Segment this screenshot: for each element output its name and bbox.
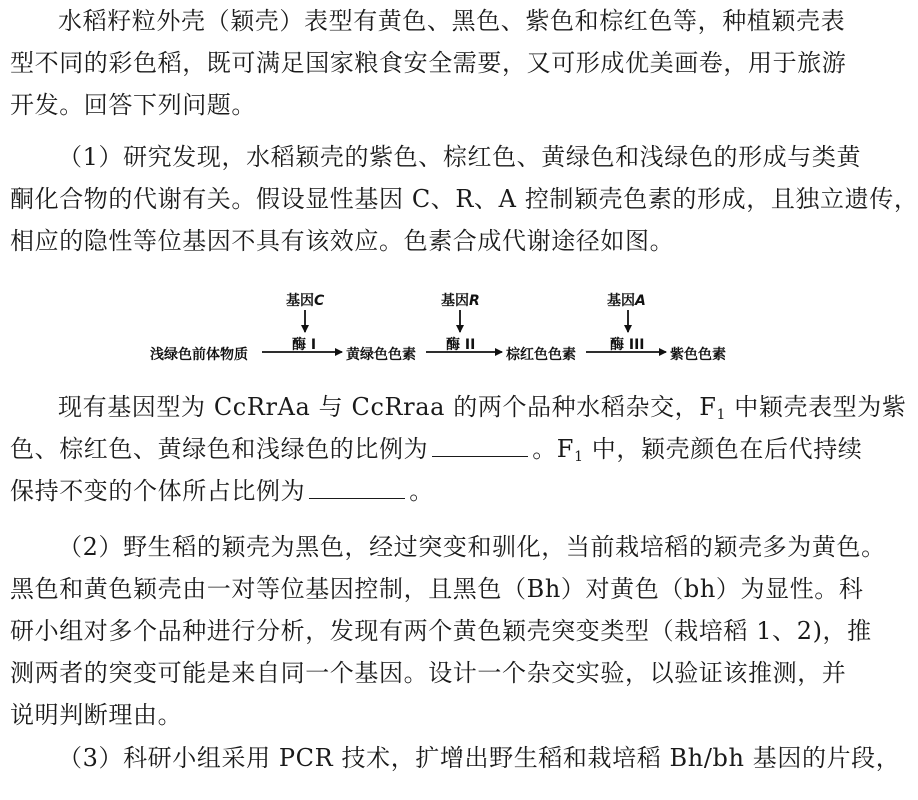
q3-line-1: （3）科研小组采用 PCR 技术，扩增出野生稻和栽培稻 Bh/bh 基因的片段， xyxy=(58,744,901,772)
q1-cross-line-1: 现有基因型为 CcRrAa 与 CcRraa 的两个品种水稻杂交，$F_1$ 中颖壳表型为紫 xyxy=(58,393,907,423)
q2-line-5: 说明判断理由。 xyxy=(10,701,183,729)
q1-cross-line-2: 色、棕红色、黄绿色和浅绿色的比例为 。$F_1$ 中，颖壳颜色在后代持续 xyxy=(10,435,863,465)
q2-line-2: 黑色和黄色颖壳由一对等位基因控制，且黑色（Bh）对黄色（bh）为显性。科 xyxy=(10,575,864,603)
answer-blank-proportion[interactable] xyxy=(309,476,405,499)
gene-r-label: 基因R xyxy=(441,293,480,309)
q2-line-3: 研小组对多个品种进行分析，发现有两个黄色颖壳突变类型（栽培稻 1、2)，推 xyxy=(10,617,872,645)
intro-line-2: 型不同的彩色稻，既可满足国家粮食安全需要，又可形成优美画卷，用于旅游 xyxy=(10,49,847,77)
yellow-green-pigment-node: 黄绿色色素 xyxy=(346,347,416,363)
gene-c-label: 基因C xyxy=(286,293,325,309)
pigment-pathway-diagram xyxy=(140,282,760,374)
enzyme-3-label: 酶 III xyxy=(610,337,645,353)
q1-line-1: （1）研究发现，水稻颖壳的紫色、棕红色、黄绿色和浅绿色的形成与类黄 xyxy=(58,143,862,171)
q1-line-2: 酮化合物的代谢有关。假设显性基因 C、R、A 控制颖壳色素的形成，且独立遗传， xyxy=(10,185,918,213)
question-3-paragraph xyxy=(10,737,901,779)
intro-line-1: 水稻籽粒外壳（颖壳）表型有黄色、黑色、紫色和棕红色等，种植颖壳表 xyxy=(58,7,846,35)
brown-red-pigment-node: 棕红色色素 xyxy=(506,347,576,363)
precursor-node: 浅绿色前体物质 xyxy=(150,347,248,363)
q2-line-4: 测两者的突变可能是来自同一个基因。设计一个杂交实验，以验证该推测，并 xyxy=(10,659,847,687)
gene-a-label: 基因A xyxy=(607,293,646,309)
purple-pigment-node: 紫色色素 xyxy=(670,347,726,363)
q1-cross-line-3: 保持不变的个体所占比例为 。 xyxy=(10,477,434,505)
enzyme-2-label: 酶 II xyxy=(446,337,476,353)
question-1-paragraph xyxy=(10,136,918,262)
question-2-paragraph xyxy=(10,526,886,736)
answer-blank-ratio[interactable] xyxy=(432,434,528,457)
intro-paragraph xyxy=(10,0,872,126)
q1-line-3: 相应的隐性等位基因不具有该效应。色素合成代谢途径如图。 xyxy=(10,227,675,255)
enzyme-1-label: 酶 I xyxy=(292,337,317,353)
question-1-cross-paragraph xyxy=(10,386,907,512)
q2-line-1: （2）野生稻的颖壳为黑色，经过突变和驯化，当前栽培稻的颖壳多为黄色。 xyxy=(58,533,886,561)
intro-line-3: 开发。回答下列问题。 xyxy=(10,91,256,119)
